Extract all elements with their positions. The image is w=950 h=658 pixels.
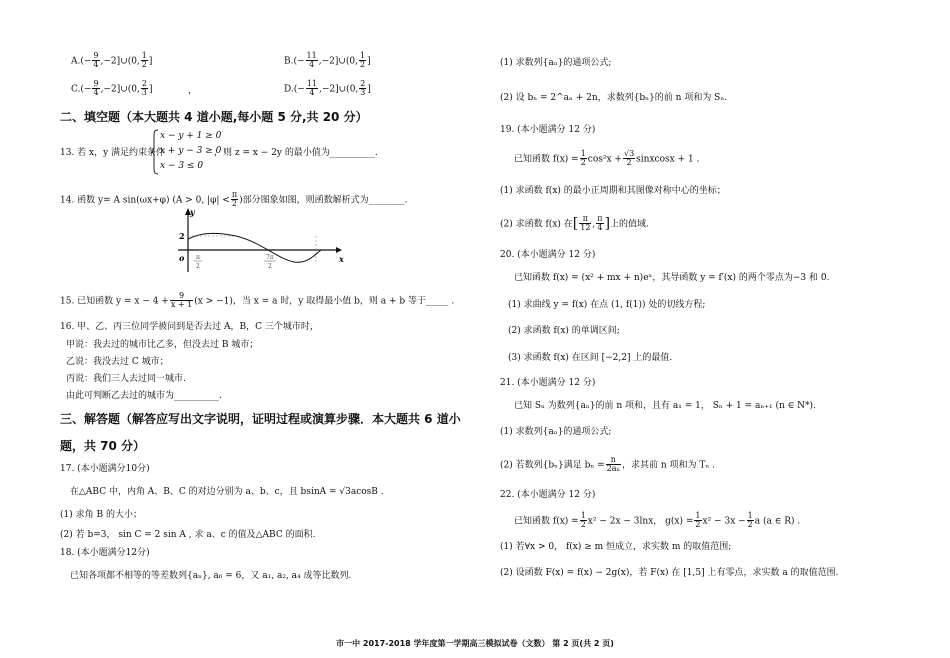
section-3-heading: 三、解答题（解答应写出文字说明，证明过程或演算步骤．本大题共 6 道小 bbox=[60, 412, 461, 426]
q21-part-2-suffix: ，求其前 n 项和为 Tₙ . bbox=[621, 460, 715, 471]
q22-mid: x² − 2x − 3lnx， g(x) = bbox=[587, 516, 694, 527]
q22-part-1: (1) 若∀x > 0， f(x) ≥ m 恒成立，求实数 m 的取值范围; bbox=[500, 542, 732, 552]
y-label: y bbox=[190, 207, 195, 217]
denominator: 2 bbox=[747, 520, 753, 530]
option-c-mid: ,−2]∪(0, bbox=[100, 84, 140, 95]
numerator: 9 bbox=[170, 292, 193, 301]
q18-header: 18. (本小题满分12分) bbox=[60, 548, 150, 558]
q19-mid: cos²x + bbox=[587, 154, 622, 165]
fraction bbox=[579, 215, 591, 233]
option-a-text: A.(− bbox=[71, 56, 92, 67]
fraction bbox=[306, 80, 318, 98]
sine-curve bbox=[188, 233, 321, 262]
numerator: π bbox=[579, 215, 591, 224]
section-3-heading-cont: 题，共 70 分） bbox=[60, 439, 146, 453]
numerator: 2 bbox=[360, 79, 366, 88]
q21-part-1: (1) 求数列{aₙ}的通项公式; bbox=[500, 427, 612, 437]
q19-part-2-prefix: (2) 求函数 f(x) 在 bbox=[500, 219, 573, 230]
fraction bbox=[580, 150, 587, 168]
q19-suffix: sinxcosx + 1 . bbox=[636, 154, 700, 165]
q19-prefix: 已知函数 f(x) = bbox=[514, 154, 579, 165]
page-footer: 市一中 2017-2018 学年度第一学期高三模拟试卷（文数） 第 2 页(共 2 页) bbox=[336, 639, 614, 648]
q18-part-2: (2) 设 bₙ = 2^aₙ + 2n，求数列{bₙ}的前 n 项和为 Sₙ. bbox=[500, 93, 728, 103]
numerator: 1 bbox=[360, 51, 366, 60]
option-c-end: ] bbox=[148, 84, 153, 95]
numerator: 1 bbox=[580, 511, 586, 520]
denominator: 3 bbox=[141, 88, 147, 98]
q16-statement-c: 丙说：我们三人去过同一城市. bbox=[66, 374, 186, 384]
q16-question: 由此可判断乙去过的城市为__________. bbox=[66, 391, 222, 401]
q22-prefix: 已知函数 f(x) = bbox=[514, 516, 579, 527]
numerator: π bbox=[597, 214, 603, 223]
option-c bbox=[71, 80, 152, 98]
q21: 已知 Sₙ 为数列{aₙ}的前 n 项和，且有 a₁ = 1， Sₙ + 1 = aₙ₊₁ (n ∈ N*)． bbox=[514, 401, 823, 411]
origin-label: o bbox=[179, 253, 185, 263]
option-b-text: B.(− bbox=[284, 56, 305, 67]
q17-part-2: (2) 若 b=3， sin C = 2 sin A , 求 a、c 的值及△ABC 的面积. bbox=[60, 530, 316, 540]
q20-part-3: (3) 求函数 f(x) 在区间 [−2,2] 上的最值. bbox=[508, 353, 673, 363]
q19 bbox=[514, 150, 699, 168]
q14-suffix: )部分图象如图，则函数解析式为________. bbox=[239, 195, 408, 206]
fraction bbox=[747, 512, 754, 530]
brace-icon bbox=[151, 129, 159, 175]
denominator: 3 bbox=[360, 88, 366, 98]
q13-prefix: 13. 若 x，y 满足约束条件 bbox=[60, 148, 166, 158]
bracket-open: [ bbox=[572, 215, 579, 232]
numerator: 1 bbox=[580, 149, 586, 158]
x-label: x bbox=[339, 254, 344, 264]
numerator: 11 bbox=[306, 79, 317, 88]
denominator: 4 bbox=[93, 60, 99, 70]
fraction bbox=[606, 456, 621, 474]
denominator: 2 bbox=[580, 520, 586, 530]
option-a bbox=[71, 52, 152, 70]
option-b bbox=[284, 52, 371, 70]
denominator: 4 bbox=[93, 88, 99, 98]
denominator: 2 bbox=[695, 520, 701, 530]
option-b-mid: ,−2]∪(0, bbox=[318, 56, 358, 67]
q16-statement-b: 乙说：我没去过 C 城市； bbox=[66, 357, 169, 367]
fraction bbox=[141, 52, 148, 70]
fraction bbox=[92, 52, 99, 70]
q13-suffix: ，则 z = x − 2y 的最小值为__________. bbox=[214, 148, 378, 158]
q15-suffix: (x > −1)，当 x = a 时，y 取得最小值 b，则 a + b 等于_____ . bbox=[194, 296, 455, 307]
option-d bbox=[284, 80, 371, 98]
fraction bbox=[92, 80, 99, 98]
q16: 16. 甲、乙、丙三位同学被问到是否去过 A，B，C 三个城市时， bbox=[60, 322, 319, 332]
q20-header: 20. (本小题满分 12 分) bbox=[500, 250, 596, 260]
numerator: √3 bbox=[623, 149, 635, 158]
fraction bbox=[623, 150, 635, 168]
q19-part-2: (2) 求函数 f(x) 在[ $\frac{\pi}{12}$ , $\frac{\pi}{4}$ ]上的值域. bbox=[500, 214, 649, 233]
numerator: 1 bbox=[747, 511, 753, 520]
fraction bbox=[359, 52, 366, 70]
denominator: 2 bbox=[360, 60, 366, 70]
q21-part-2-prefix: (2) 若数列{bₙ}满足 bₙ = bbox=[500, 460, 605, 471]
q13-constraint-1: x − y + 1 ≥ 0 bbox=[160, 131, 222, 141]
numerator: 1 bbox=[141, 51, 147, 60]
q20-part-2: (2) 求函数 f(x) 的单调区间; bbox=[508, 326, 620, 336]
q20-part-1: (1) 求曲线 y = f(x) 在点 (1, f(1)) 处的切线方程; bbox=[508, 300, 706, 310]
tick-2-num: 7π bbox=[266, 254, 274, 261]
q16-statement-a: 甲说：我去过的城市比乙多，但没去过 B 城市； bbox=[66, 340, 259, 350]
q22-part-2: (2) 设函数 F(x) = f(x) − 2g(x)，若 F(x) 在 [1,5] 上有零点，求实数 a 的取值范围. bbox=[500, 568, 839, 578]
q20: 已知函数 f(x) = (x² + mx + n)eˣ，其导函数 y = f′(x) 的两个零点为−3 和 0. bbox=[514, 273, 830, 283]
q22-header: 22. (本小题满分 12 分) bbox=[500, 490, 596, 500]
q19-part-2-suffix: 上的值域. bbox=[610, 219, 649, 230]
q19-header: 19. (本小题满分 12 分) bbox=[500, 125, 596, 135]
numerator: 9 bbox=[93, 51, 99, 60]
tick-1-den: 2 bbox=[196, 263, 200, 270]
q15 bbox=[60, 292, 454, 310]
denominator: 12 bbox=[580, 223, 591, 233]
denominator: 4 bbox=[309, 88, 315, 98]
option-c-comma: ， bbox=[188, 86, 198, 96]
denominator: 2 bbox=[626, 158, 632, 168]
numerator: 2 bbox=[141, 79, 147, 88]
q13-constraint-3: x − 3 ≤ 0 bbox=[160, 161, 204, 171]
max-label: 2 bbox=[179, 231, 185, 241]
denominator: 2 bbox=[580, 158, 586, 168]
option-a-end: ] bbox=[148, 56, 153, 67]
x-axis-arrow-icon bbox=[336, 247, 342, 253]
denominator: x + 1 bbox=[170, 300, 193, 310]
q22-suffix: a (a ∈ R) . bbox=[754, 516, 801, 527]
option-d-mid: ,−2]∪(0, bbox=[319, 84, 359, 95]
numerator: π bbox=[231, 190, 238, 199]
denominator: 2 bbox=[231, 199, 237, 209]
fraction bbox=[170, 292, 193, 310]
q21-header: 21. (本小题满分 12 分) bbox=[500, 378, 596, 388]
fraction bbox=[596, 215, 603, 233]
q13-constraint-2: x + y − 3 ≥ 0 bbox=[160, 146, 222, 156]
q22 bbox=[514, 512, 800, 530]
numerator: 1 bbox=[695, 511, 701, 520]
q18: 已知各项都不相等的等差数列{aₙ}, a₆ = 6，又 a₁, a₂, a₄ 成等比数列. bbox=[70, 571, 352, 581]
q15-prefix: 15. 已知函数 y = x − 4 + bbox=[60, 296, 169, 307]
option-b-end: ] bbox=[367, 56, 371, 67]
tick-1-num: π bbox=[196, 254, 200, 261]
denominator: 4 bbox=[597, 223, 603, 233]
bracket-close: ] bbox=[604, 215, 611, 232]
option-a-mid: ,−2]∪(0, bbox=[100, 56, 140, 67]
sine-graph bbox=[166, 206, 346, 276]
q18-part-1: (1) 求数列{aₙ}的通项公式; bbox=[500, 58, 612, 68]
q19-part-1: (1) 求函数 f(x) 的最小正周期和其图像对称中心的坐标； bbox=[500, 186, 726, 196]
option-c-text: C.(− bbox=[71, 84, 92, 95]
option-d-text: D.(− bbox=[284, 84, 305, 95]
numerator: 11 bbox=[306, 51, 317, 60]
fraction bbox=[580, 512, 587, 530]
denominator: 2aₙ bbox=[606, 464, 620, 474]
fraction bbox=[306, 52, 318, 70]
q17-header: 17. (本小题满分10分) bbox=[60, 464, 150, 474]
q14-prefix: 14. 函数 y= A sin(ωx+φ) (A > 0, |φ| < bbox=[60, 195, 230, 206]
denominator: 2 bbox=[141, 60, 147, 70]
q17: 在△ABC 中，内角 A、B、C 的对边分别为 a、b、c，且 bsinA = √3acosB . bbox=[70, 487, 384, 497]
section-2-heading: 二、填空题（本大题共 4 道小题,每小题 5 分,共 20 分） bbox=[60, 110, 368, 124]
denominator: 4 bbox=[309, 60, 315, 70]
q22-mid2: x² − 3x − bbox=[702, 516, 746, 527]
tick-2-den: 2 bbox=[268, 263, 272, 270]
numerator: n bbox=[606, 456, 621, 465]
fraction bbox=[694, 512, 701, 530]
q21-part-2 bbox=[500, 456, 715, 474]
fraction bbox=[141, 80, 148, 98]
numerator: 9 bbox=[93, 79, 99, 88]
option-d-end: ] bbox=[367, 84, 371, 95]
q17-part-1: (1) 求角 B 的大小； bbox=[60, 510, 142, 520]
fraction bbox=[359, 80, 366, 98]
